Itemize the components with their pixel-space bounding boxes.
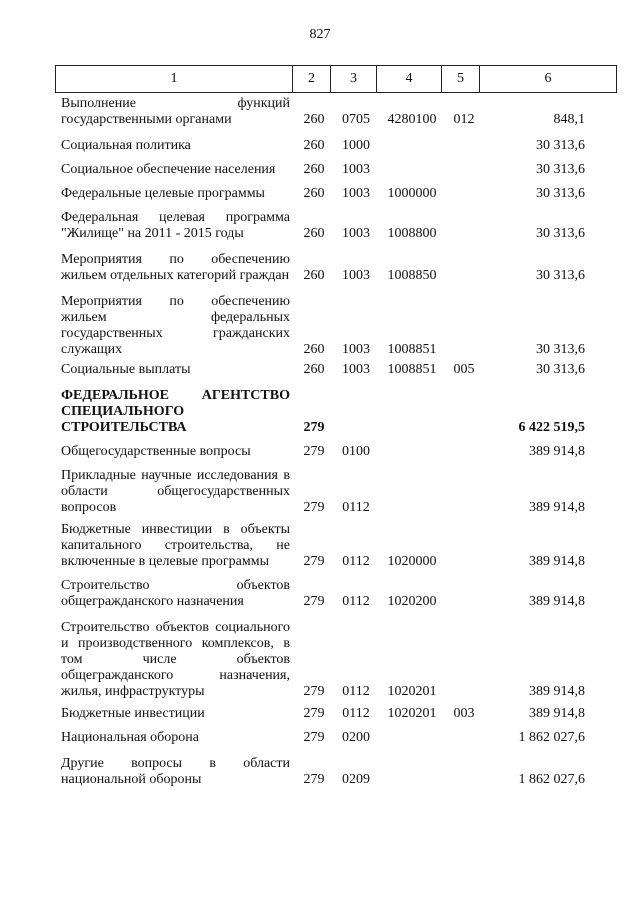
row-name bbox=[61, 96, 290, 128]
row-name-line: Прикладные научные исследования в bbox=[61, 468, 290, 483]
cell-c4: 1000000 bbox=[387, 186, 437, 201]
page-number: 827 bbox=[309, 27, 331, 42]
cell-c3: 0112 bbox=[342, 706, 370, 721]
cell-c2: 279 bbox=[303, 730, 325, 745]
cell-c6: 30 313,6 bbox=[536, 268, 585, 283]
row-name-line: Бюджетные инвестиции в объекты bbox=[61, 522, 290, 537]
cell-c2: 279 bbox=[303, 500, 325, 515]
row-name-line: Мероприятия по обеспечению bbox=[61, 294, 290, 309]
cell-c6: 389 914,8 bbox=[529, 684, 585, 699]
row-name bbox=[61, 468, 290, 516]
cell-c5: 005 bbox=[453, 362, 475, 377]
row-name bbox=[61, 362, 290, 378]
cell-c4: 1020200 bbox=[387, 594, 437, 609]
cell-c2: 279 bbox=[303, 772, 325, 787]
cell-c6: 6 422 519,5 bbox=[518, 420, 585, 435]
cell-c3: 1003 bbox=[342, 342, 370, 357]
cell-c3: 1003 bbox=[342, 226, 370, 241]
row-name-line: Федеральные целевые программы bbox=[61, 186, 265, 201]
cell-c2: 260 bbox=[303, 268, 325, 283]
header-col-4: 4 bbox=[377, 66, 442, 92]
cell-c6: 30 313,6 bbox=[536, 362, 585, 377]
row-name-line: СТРОИТЕЛЬСТВА bbox=[61, 420, 187, 435]
row-name-line: и производственного комплексов, в bbox=[61, 636, 290, 651]
row-name-line: государственных гражданских bbox=[61, 326, 290, 341]
cell-c6: 30 313,6 bbox=[536, 226, 585, 241]
row-name-line: Федеральная целевая программа bbox=[61, 210, 290, 225]
cell-c4: 1008800 bbox=[387, 226, 437, 241]
cell-c4: 1020201 bbox=[387, 684, 437, 699]
row-name-line: Другие вопросы в области bbox=[61, 756, 290, 771]
row-name bbox=[61, 522, 290, 570]
row-name bbox=[61, 138, 290, 154]
row-name bbox=[61, 210, 290, 242]
row-name bbox=[61, 444, 290, 460]
row-name bbox=[61, 756, 290, 788]
cell-c2: 260 bbox=[303, 342, 325, 357]
cell-c3: 1003 bbox=[342, 162, 370, 177]
cell-c2: 260 bbox=[303, 138, 325, 153]
cell-c2: 279 bbox=[303, 706, 325, 721]
row-name-line: Социальные выплаты bbox=[61, 362, 191, 377]
header-col-6: 6 bbox=[544, 71, 552, 86]
cell-c3: 0112 bbox=[342, 500, 370, 515]
cell-c2: 279 bbox=[303, 684, 325, 699]
cell-c2: 260 bbox=[303, 362, 325, 377]
row-name-line: Строительство объектов социального bbox=[61, 620, 290, 635]
cell-c4: 1008851 bbox=[387, 342, 437, 357]
cell-c3: 1000 bbox=[342, 138, 370, 153]
cell-c3: 0112 bbox=[342, 554, 370, 569]
row-name bbox=[61, 162, 290, 178]
cell-c3: 0209 bbox=[342, 772, 370, 787]
row-name-line: Социальная политика bbox=[61, 138, 191, 153]
row-name bbox=[61, 252, 290, 284]
cell-c6: 389 914,8 bbox=[529, 444, 585, 459]
row-name-line: национальной обороны bbox=[61, 772, 202, 787]
header-col-1: 1 bbox=[56, 66, 293, 92]
row-name-line: Мероприятия по обеспечению bbox=[61, 252, 290, 267]
cell-c2: 260 bbox=[303, 112, 325, 127]
cell-c6: 1 862 027,6 bbox=[518, 730, 585, 745]
cell-c6: 848,1 bbox=[553, 112, 585, 127]
row-name-line: "Жилище" на 2011 - 2015 годы bbox=[61, 226, 244, 241]
cell-c2: 279 bbox=[303, 444, 325, 459]
row-name-line: том числе объектов bbox=[61, 652, 290, 667]
cell-c3: 0112 bbox=[342, 684, 370, 699]
table-header bbox=[55, 65, 617, 93]
row-name-line: общегражданского назначения, bbox=[61, 668, 290, 683]
row-name-line: Строительство объектов bbox=[61, 578, 290, 593]
cell-c2: 260 bbox=[303, 186, 325, 201]
cell-c2: 279 bbox=[303, 420, 325, 435]
cell-c6: 389 914,8 bbox=[529, 706, 585, 721]
row-name-line: включенные в целевые программы bbox=[61, 554, 270, 569]
cell-c3: 0200 bbox=[342, 730, 370, 745]
cell-c6: 1 862 027,6 bbox=[518, 772, 585, 787]
cell-c6: 30 313,6 bbox=[536, 138, 585, 153]
cell-c4: 1008851 bbox=[387, 362, 437, 377]
row-name bbox=[61, 730, 290, 746]
cell-c5: 003 bbox=[453, 706, 475, 721]
row-name-line: СПЕЦИАЛЬНОГО bbox=[61, 404, 185, 419]
row-name-line: вопросов bbox=[61, 500, 117, 515]
row-name bbox=[61, 294, 290, 358]
row-name bbox=[61, 706, 290, 722]
cell-c3: 1003 bbox=[342, 268, 370, 283]
cell-c3: 1003 bbox=[342, 362, 370, 377]
row-name bbox=[61, 578, 290, 610]
cell-c6: 30 313,6 bbox=[536, 342, 585, 357]
row-name-line: жильем отдельных категорий граждан bbox=[61, 268, 290, 283]
header-col-3: 3 bbox=[331, 66, 377, 92]
cell-c2: 260 bbox=[303, 162, 325, 177]
row-name-line: Социальное обеспечение населения bbox=[61, 162, 276, 177]
row-name-line: жильем федеральных bbox=[61, 310, 290, 325]
header-col-5: 5 bbox=[442, 66, 480, 92]
row-name-line: Выполнение функций bbox=[61, 96, 290, 111]
cell-c3: 1003 bbox=[342, 186, 370, 201]
cell-c4: 1008850 bbox=[387, 268, 437, 283]
row-name bbox=[61, 388, 290, 436]
cell-c5: 012 bbox=[453, 112, 475, 127]
cell-c6: 389 914,8 bbox=[529, 554, 585, 569]
row-name-line: государственными органами bbox=[61, 112, 232, 127]
cell-c6: 30 313,6 bbox=[536, 186, 585, 201]
row-name-line: жилья, инфраструктуры bbox=[61, 684, 205, 699]
cell-c2: 279 bbox=[303, 594, 325, 609]
cell-c2: 279 bbox=[303, 554, 325, 569]
row-name-line: Бюджетные инвестиции bbox=[61, 706, 205, 721]
cell-c3: 0100 bbox=[342, 444, 370, 459]
row-name bbox=[61, 186, 290, 202]
row-name bbox=[61, 620, 290, 700]
cell-c3: 0112 bbox=[342, 594, 370, 609]
row-name-line: Общегосударственные вопросы bbox=[61, 444, 251, 459]
cell-c4: 1020000 bbox=[387, 554, 437, 569]
cell-c4: 4280100 bbox=[387, 112, 437, 127]
row-name-line: Национальная оборона bbox=[61, 730, 199, 745]
row-name-line: области общегосударственных bbox=[61, 484, 290, 499]
cell-c4: 1020201 bbox=[387, 706, 437, 721]
cell-c6: 30 313,6 bbox=[536, 162, 585, 177]
row-name-line: служащих bbox=[61, 342, 123, 357]
cell-c6: 389 914,8 bbox=[529, 594, 585, 609]
cell-c6: 389 914,8 bbox=[529, 500, 585, 515]
header-col-2: 2 bbox=[293, 66, 331, 92]
row-name-line: общегражданского назначения bbox=[61, 594, 244, 609]
row-name-line: ФЕДЕРАЛЬНОЕ АГЕНТСТВО bbox=[61, 388, 290, 403]
cell-c2: 260 bbox=[303, 226, 325, 241]
cell-c3: 0705 bbox=[342, 112, 370, 127]
row-name-line: капитального строительства, не bbox=[61, 538, 290, 553]
